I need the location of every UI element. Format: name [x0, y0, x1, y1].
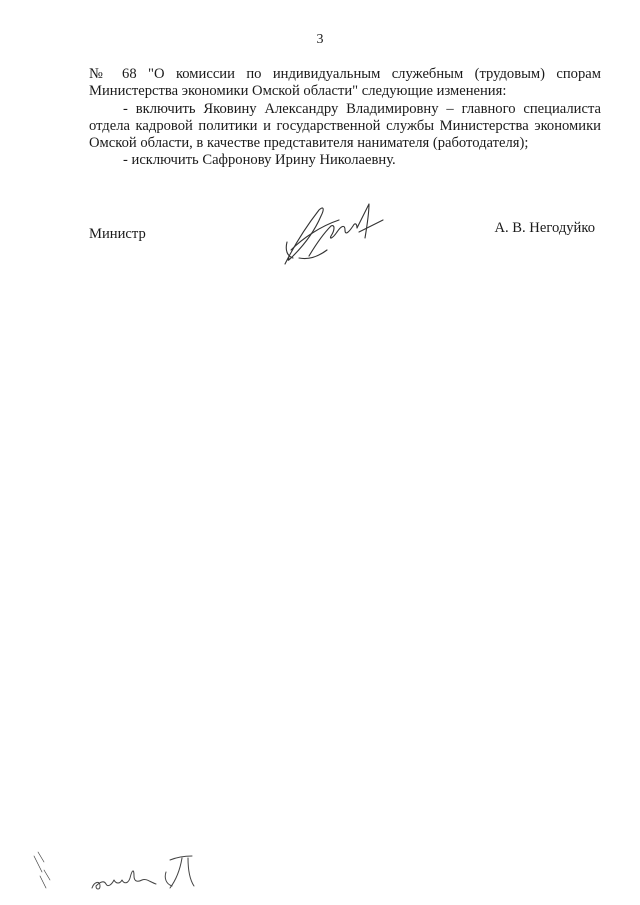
- paragraph-exclude: - исключить Сафронову Ирину Николаевну.: [123, 152, 396, 169]
- signatory-title: Министр: [89, 226, 146, 242]
- page-number: 3: [316, 32, 324, 47]
- signature-block: [89, 214, 601, 274]
- handwritten-signature-icon: [279, 198, 399, 278]
- paragraph-include: - включить Яковину Александру Владимировну – главного специалиста отдела кадровой политики и государственной службы Министерства экономики Омской области, в качестве представителя нанимателя (работодателя);: [89, 100, 601, 152]
- paragraph-intro: № 68 "О комиссии по индивидуальным служебным (трудовым) спорам Министерства экономики Омской области" следующие изменения:: [89, 66, 601, 100]
- handwritten-initials-icon: [30, 848, 220, 898]
- signatory-name: А. В. Негодуйко: [494, 220, 595, 236]
- document-body: [89, 66, 601, 170]
